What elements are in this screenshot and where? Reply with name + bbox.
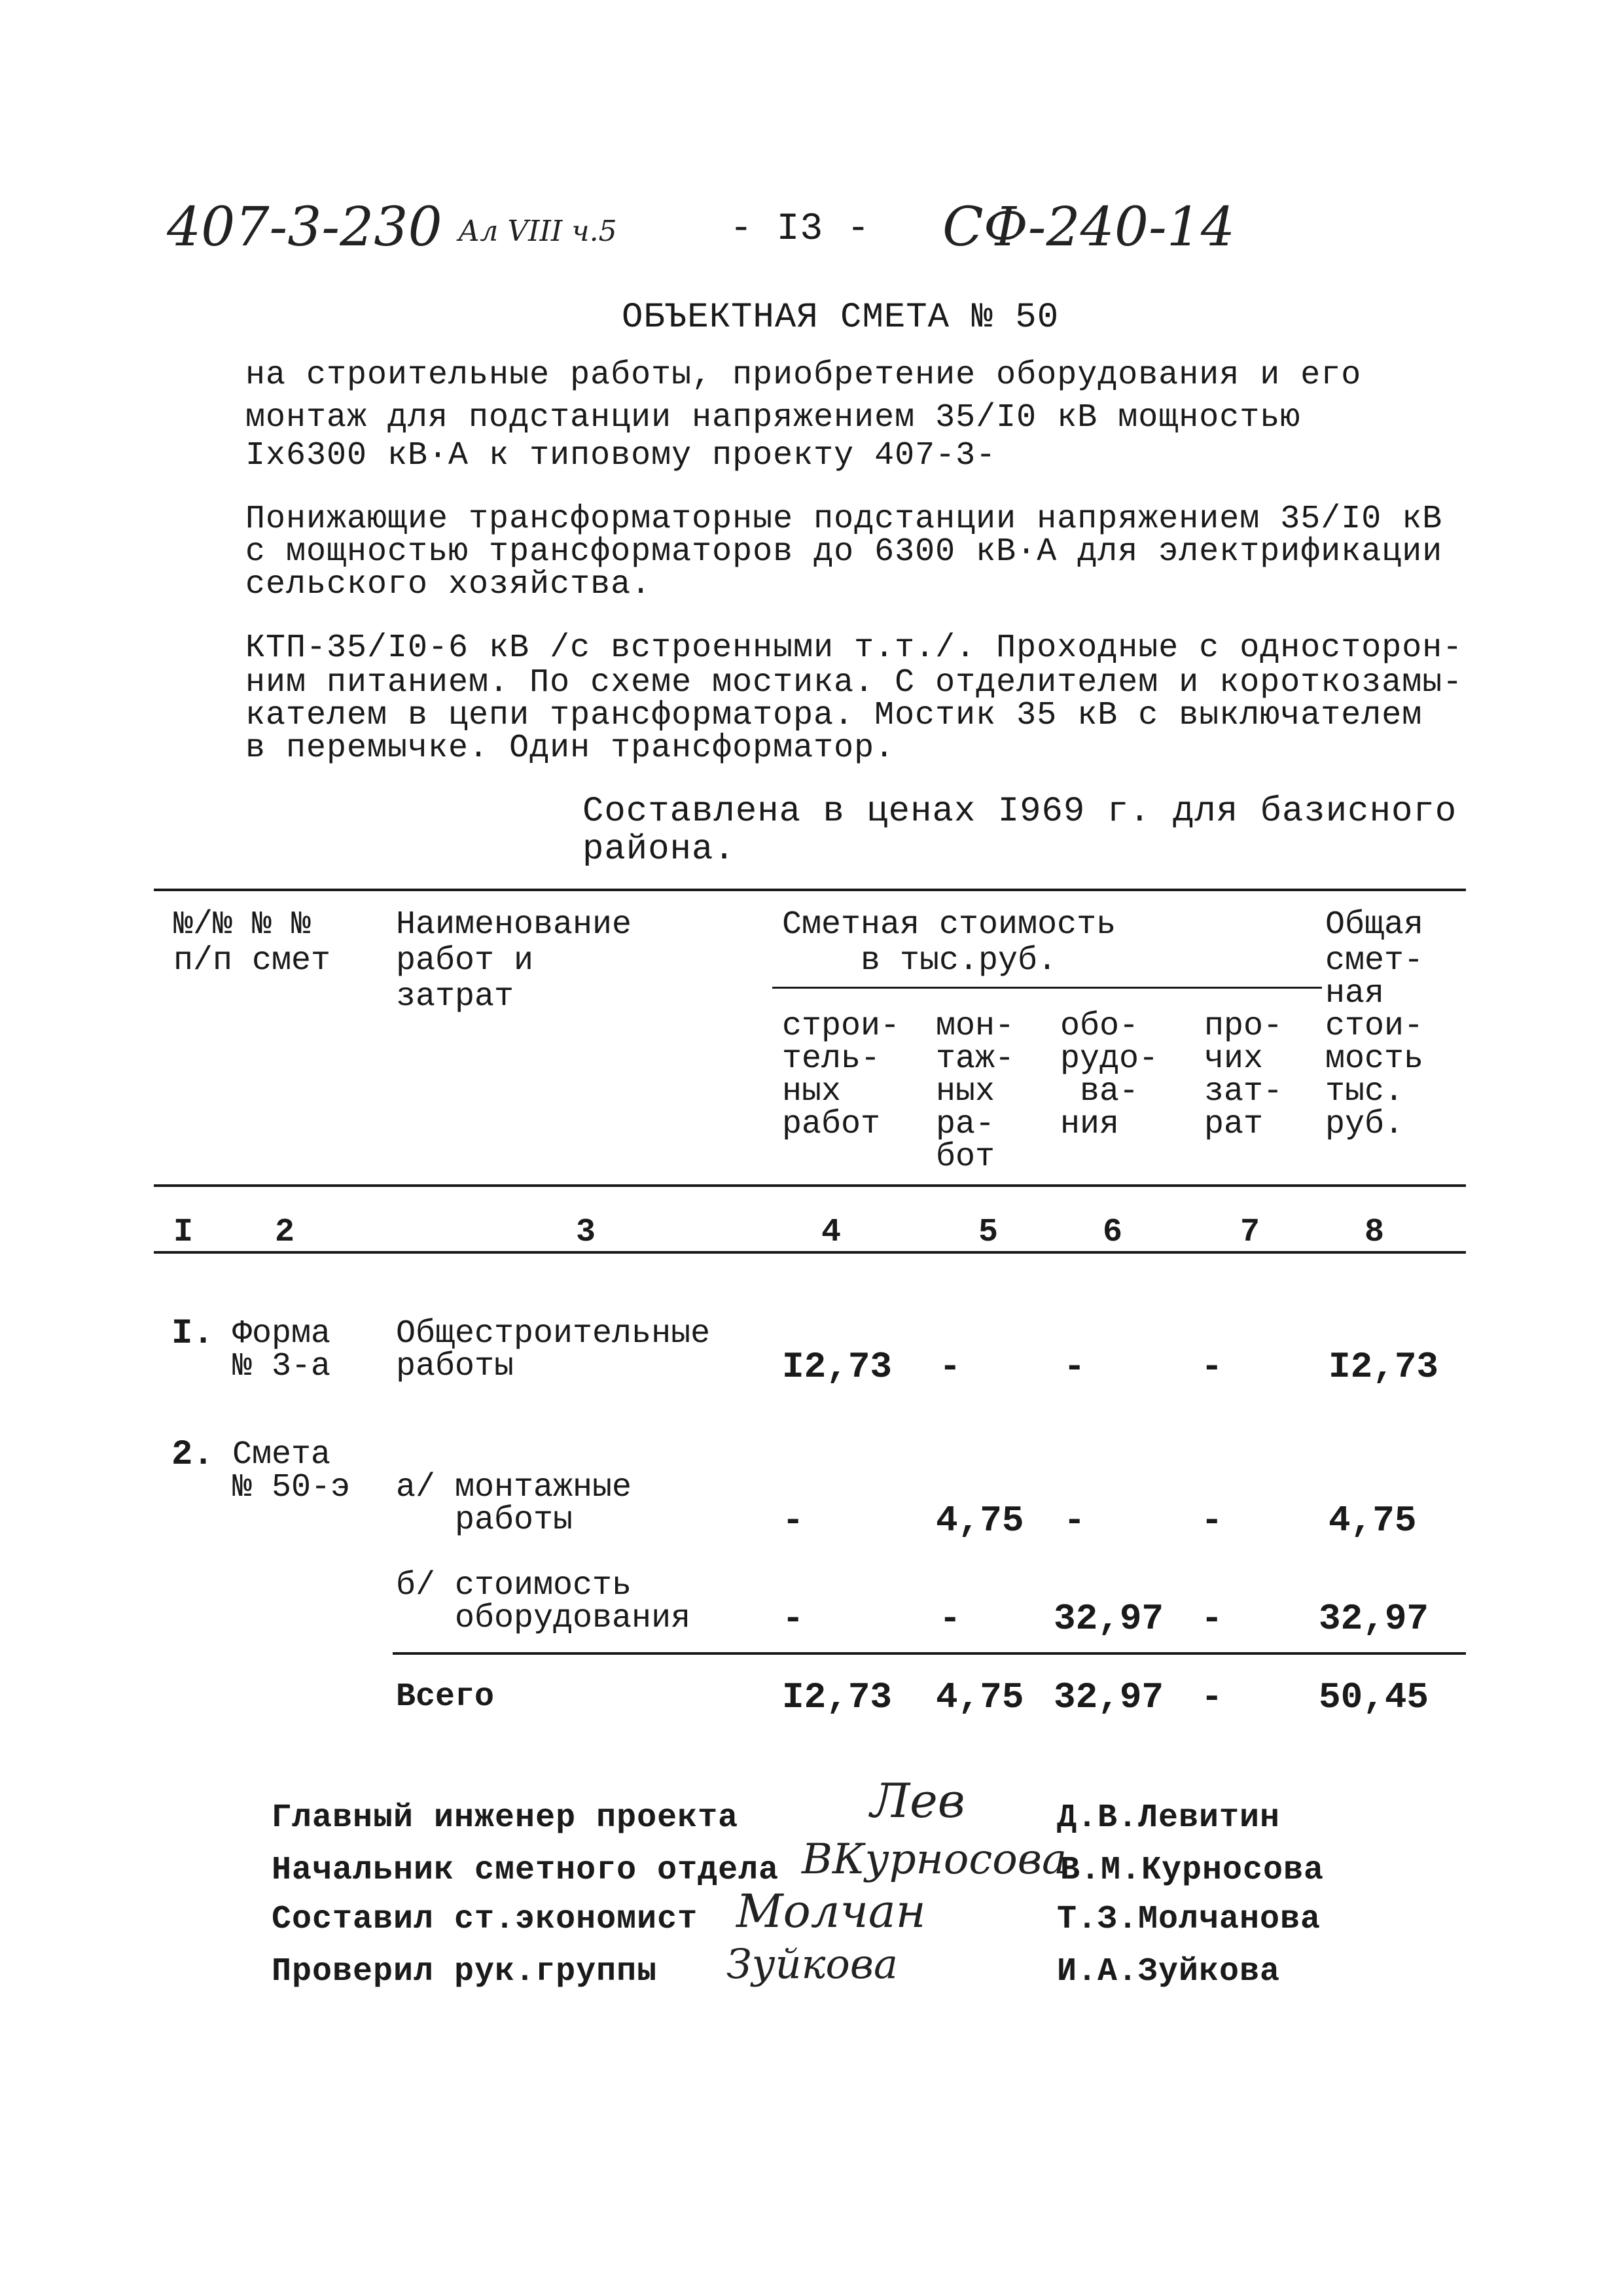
sub4-4: работ	[782, 1106, 881, 1143]
paragraph2-line-1: КТП-35/I0-6 кВ /с встроенными т.т./. Проходные с односторон-	[245, 629, 1463, 667]
row2-num: 2.	[171, 1435, 214, 1475]
colnum-6: 6	[1103, 1214, 1123, 1251]
total-rule	[393, 1652, 1466, 1655]
sub5-1: мон-	[936, 1008, 1015, 1045]
sub5-4: ра-	[936, 1106, 995, 1143]
paragraph1-line-1: Понижающие трансформаторные подстанции напряжением 35/I0 кВ	[245, 501, 1443, 538]
paragraph2-line-4: в перемычке. Один трансформатор.	[245, 730, 895, 767]
header-total-1: Общая	[1325, 906, 1424, 944]
header-name-2: работ и	[396, 942, 534, 980]
row2-smeta-2: № 50-э	[232, 1469, 351, 1506]
row2-name-1: а/ монтажные	[396, 1469, 632, 1506]
row1-name-2: работы	[396, 1348, 514, 1385]
row3-c7: -	[1201, 1598, 1223, 1640]
header-total-5: мость	[1325, 1040, 1424, 1078]
row3-c8: 32,97	[1319, 1598, 1429, 1640]
header-group-1: Сметная стоимость	[782, 906, 1116, 944]
header-total-7: руб.	[1325, 1106, 1404, 1143]
total-c5: 4,75	[936, 1676, 1024, 1718]
row1-c7: -	[1201, 1346, 1223, 1388]
header-name-3: затрат	[396, 978, 514, 1016]
intro-line-1: на строительные работы, приобретение оборудования и его	[245, 357, 1362, 394]
row2-c4: -	[782, 1500, 804, 1542]
row2-c8: 4,75	[1329, 1500, 1417, 1542]
header-total-6: тыс.	[1325, 1073, 1404, 1110]
header-smeta: п/п смет	[173, 942, 331, 980]
header-num: №/№ № №	[173, 906, 312, 944]
total-c6: 32,97	[1054, 1676, 1164, 1718]
group-rule	[772, 987, 1322, 989]
page-number: - I3 -	[730, 208, 870, 251]
total-label: Всего	[396, 1678, 495, 1716]
compiled-note-line-2: района.	[582, 830, 736, 870]
row3-name-1: б/ стоимость	[396, 1567, 632, 1604]
row1-smeta-2: № 3-а	[232, 1348, 331, 1385]
colnum-1: I	[173, 1214, 194, 1251]
sub5-3: ных	[936, 1073, 995, 1110]
sub4-1: строи-	[782, 1008, 901, 1045]
row2-name-2: работы	[396, 1502, 573, 1539]
header-bottom-rule	[154, 1184, 1466, 1187]
sign-name-3: Т.З.Молчанова	[1057, 1901, 1321, 1938]
row3-c4: -	[782, 1598, 804, 1640]
sign-name-1: Д.В.Левитин	[1057, 1799, 1281, 1837]
sub4-3: ных	[782, 1073, 842, 1110]
row3-c6: 32,97	[1054, 1598, 1164, 1640]
row1-smeta-1: Форма	[232, 1315, 331, 1352]
sub6-4: ния	[1060, 1106, 1120, 1143]
paragraph2-line-2: ним питанием. По схеме мостика. С отделителем и короткозамы-	[245, 664, 1463, 701]
compiled-note-line-1: Составлена в ценах I969 г. для базисного	[582, 792, 1457, 832]
sub7-1: про-	[1204, 1008, 1283, 1045]
header-total-2: смет-	[1325, 942, 1424, 980]
album-code: Ал VIII ч.5	[458, 215, 617, 248]
sign-role-2: Начальник сметного отдела	[272, 1852, 779, 1889]
sub6-1: обо-	[1060, 1008, 1139, 1045]
sub5-5: бот	[936, 1139, 995, 1176]
sign-role-4: Проверил рук.группы	[272, 1953, 658, 1990]
header-total-4: стои-	[1325, 1008, 1424, 1045]
row3-name-2: оборудования	[396, 1600, 691, 1637]
total-c4: I2,73	[782, 1676, 893, 1718]
row1-num: I.	[171, 1314, 214, 1354]
paragraph1-line-3: сельского хозяйства.	[245, 566, 652, 603]
sub6-3: ва-	[1080, 1073, 1139, 1110]
row1-name-1: Общестроительные	[396, 1315, 711, 1352]
colnum-2: 2	[275, 1214, 295, 1251]
sub7-3: зат-	[1204, 1073, 1283, 1110]
sign-name-4: И.А.Зуйкова	[1057, 1953, 1281, 1990]
intro-line-2: монтаж для подстанции напряжением 35/I0 кВ мощностью	[245, 399, 1301, 436]
sub6-2: рудо-	[1060, 1040, 1159, 1078]
colnum-7: 7	[1240, 1214, 1260, 1251]
header-total-3: ная	[1325, 975, 1385, 1012]
colnum-4: 4	[821, 1214, 842, 1251]
sub7-4: рат	[1204, 1106, 1264, 1143]
intro-line-3: Iх6300 кВ·А к типовому проекту 407-3-	[245, 437, 997, 474]
colnum-5: 5	[978, 1214, 999, 1251]
total-c7: -	[1201, 1676, 1223, 1718]
colnum-3: 3	[576, 1214, 596, 1251]
paragraph1-line-2: с мощностью трансформаторов до 6300 кВ·А для электрификации	[245, 533, 1443, 571]
colnum-rule	[154, 1251, 1466, 1254]
page-title: ОБЪЕКТНАЯ СМЕТА № 50	[622, 298, 1060, 338]
total-c8: 50,45	[1319, 1676, 1429, 1718]
sign-name-2: В.М.Курносова	[1060, 1852, 1325, 1889]
signature-3: Молчан	[736, 1884, 926, 1938]
header-name-1: Наименование	[396, 906, 632, 944]
row1-c5: -	[939, 1346, 961, 1388]
sign-role-1: Главный инженер проекта	[272, 1799, 739, 1837]
sign-role-3: Составил ст.экономист	[272, 1901, 698, 1938]
row2-c7: -	[1201, 1500, 1223, 1542]
sub7-2: чих	[1204, 1040, 1264, 1078]
row1-c8: I2,73	[1329, 1346, 1439, 1388]
row2-smeta-1: Смета	[232, 1436, 331, 1474]
row1-c6: -	[1063, 1346, 1086, 1388]
paragraph2-line-3: кателем в цепи трансформатора. Мостик 35 кВ с выключателем	[245, 697, 1423, 734]
header-group-2: в тыс.руб.	[861, 942, 1058, 980]
row2-c6: -	[1063, 1500, 1086, 1542]
row2-c5: 4,75	[936, 1500, 1024, 1542]
row3-c5: -	[939, 1598, 961, 1640]
sheet-code: СФ-240-14	[942, 196, 1236, 258]
signature-1: Лев	[870, 1773, 965, 1828]
row1-c4: I2,73	[782, 1346, 893, 1388]
sub5-2: таж-	[936, 1040, 1015, 1078]
signature-2: ВКурносова	[802, 1835, 1067, 1884]
signature-4: Зуйкова	[726, 1940, 898, 1988]
table-top-rule	[154, 889, 1466, 891]
colnum-8: 8	[1364, 1214, 1385, 1251]
sub4-2: тель-	[782, 1040, 881, 1078]
doc-code: 407-3-230	[167, 196, 442, 258]
